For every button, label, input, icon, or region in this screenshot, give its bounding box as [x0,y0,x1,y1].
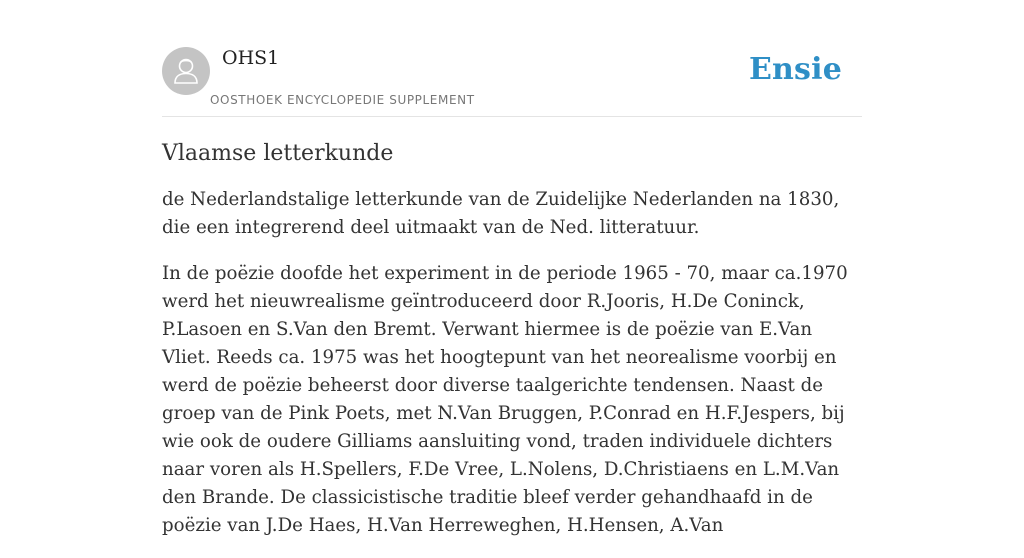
user-icon [162,47,210,95]
article-paragraph: In de poëzie doofde het experiment in de periode 1965 - 70, maar ca.1970 werd het nieuwrealisme geïntroduceerd door R.Jooris, H.De Coninck, P.Lasoen en S.Van den Bremt. Verwant hiermee is de poëzie van E.Van Vliet. Reeds ca. 1975 was het hoogtepunt van het neorealisme voorbij en werd de poëzie beheerst door diverse taalgerichte tendensen. Naast de groep van de Pink Poets, met N.Van Bruggen, P.Conrad en H.F.Jespers, bij wie ook de oudere Gilliams aansluiting vond, traden individuele dichters naar voren als H.Spellers, F.De Vree, L.Nolens, D.Christiaens en L.M.Van den Brande. De classicistische traditie bleef verder gehandhaafd in de poëzie van J.De Haes, H.Van Herreweghen, H.Hensen, A.Van [162,263,848,536]
article-title: Vlaamse letterkunde [162,141,394,166]
brand-logo[interactable]: Ensie [748,52,842,87]
article-paragraph: de Nederlandstalige letterkunde van de Zuidelijke Nederlanden na 1830, die een integrerend deel uitmaakt van de Ned. litteratuur. [162,189,840,238]
source-header [162,0,862,117]
avatar[interactable] [162,47,210,95]
source-name[interactable]: OHS1 [222,47,280,69]
source-subtitle[interactable]: OOSTHOEK ENCYCLOPEDIE SUPPLEMENT [210,93,475,107]
article [162,136,862,558]
